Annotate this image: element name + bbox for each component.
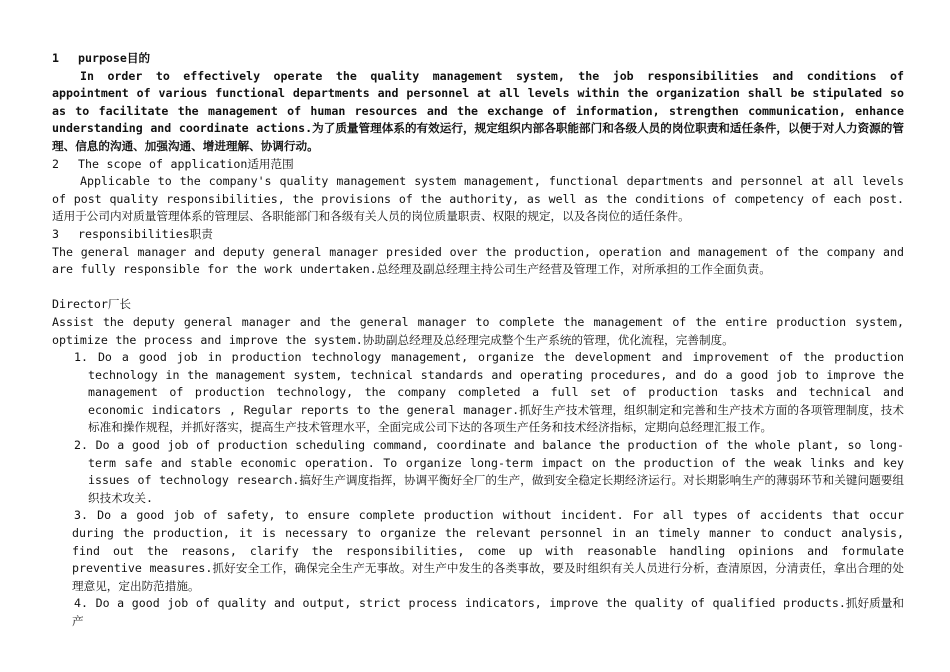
section-1-body: In order to effectively operate the quality management system, the job responsibilities and conditions of appointment of various functional departments and personnel at all levels within the organization shall be stipulated so as to facilitate the management of human resources and the exchange of information, strengthen communication, enhance understanding and coordinate actions.为了质量管理体系的有效运行，规定组织内部各职能部门和各级人员的岗位职责和适任条件，以便于对人力资源的管理、信息的沟通、加强沟通、增进理解、协调行动。 [52,68,904,153]
director-heading: Director厂长 [52,297,132,312]
section-2-title: The scope of application适用范围 [78,156,294,171]
director-item-3: 3. Do a good job of safety, to ensure complete production without incident. For all types of accidents that occur during the production, it is necessary to organize the relevant personnel in an timely manner to conduct analysis, find out the reasons, clarify the responsibilities, come up with reasonable handling opinions and formulate preventive measures.抓好安全工作，确保完全生产无事故。对生产中发生的各类事故，要及时组织有关人员进行分析，查清原因，分清责任，拿出合理的处理意见，定出防范措施。 [72,508,904,593]
section-3-number: 3 [52,226,59,241]
section-2-body: Applicable to the company's quality management system management, functional departments and personnel at all levels of post quality responsibilities, the provisions of the authority, as well as the conditions of competency of each post.适用于公司内对质量管理体系的管理层、各职能部门和各级有关人员的岗位质量职责、权限的规定，以及各岗位的适任条件。 [52,174,904,224]
director-intro: Assist the deputy general manager and the general manager to complete the management of the entire production system, optimize the process and improve the system.协助副总经理及总经理完成整个生产系统的管理，优化流程，完善制度。 [52,314,904,347]
section-1-title: purpose目的 [78,51,151,65]
section-2-heading [52,156,904,174]
director-item-4: 4. Do a good job of quality and output, strict process indicators, improve the quality of qualified products.抓好质量和产 [72,596,904,628]
section-3-heading [52,226,904,244]
section-1-heading [52,50,904,68]
section-3-title: responsibilities职责 [78,226,213,241]
section-1-number: 1 [52,51,59,65]
director-item-2: 2. Do a good job of production scheduling command, coordinate and balance the production of the whole plant, so long-term safe and stable economic operation. To organize long-term impact on the production of the weak links and key issues of technology research.搞好生产调度指挥，协调平衡好全厂的生产，做到安全稳定长期经济运行。对长期影响生产的薄弱环节和关键问题要组织技术攻关. [74,438,904,505]
blank-line [52,279,904,297]
section-2-number: 2 [52,156,59,171]
section-3-body: The general manager and deputy general manager presided over the production, operation and management of the company and are fully responsible for the work undertaken.总经理及副总经理主持公司生产经营及管理工作，对所承担的工作全面负责。 [52,244,904,277]
director-item-1: 1. Do a good job in production technology management, organize the development and improvement of the production technology in the management system, technical standards and operating procedures, and do a good job to improve the management of production technology, the company completed a full set of production tasks and technical and economic indicators , Regular reports to the general manager.抓好生产技术管理，组织制定和完善和生产技术方面的各项管理制度，技术标准和操作规程，并抓好落实，提高生产技术管理水平，全面完成公司下达的各项生产任务和技术经济指标，定期向总经理汇报工作。 [74,350,904,435]
